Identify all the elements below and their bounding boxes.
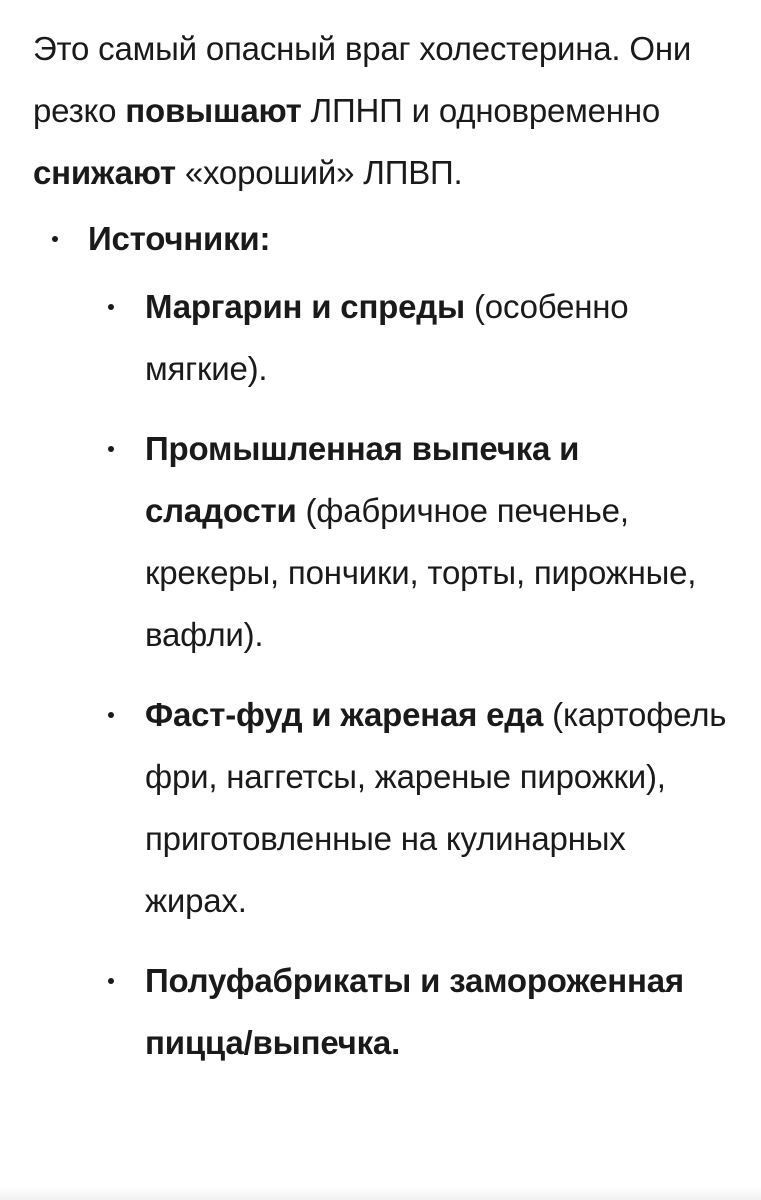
- item-text: (картофель фри, наггетсы, жареные пирожки), приготовленные на кулинарных жирах.: [145, 696, 727, 919]
- item-text: (фабричное печенье, крекеры, пончики, торты, пирожные, вафли).: [145, 492, 697, 653]
- item-bold: Промышленная выпечка и сладости: [145, 430, 580, 529]
- list-item: [88, 684, 733, 932]
- article-content: [33, 18, 733, 1074]
- intro-bold-lower: снижают: [33, 154, 176, 191]
- bottom-fade: [0, 1186, 761, 1200]
- sources-sublist: [88, 276, 733, 1074]
- intro-text-1: Это самый опасный враг холестерина. Они резко: [33, 30, 692, 129]
- sources-list-item: [33, 208, 733, 1074]
- intro-text-3: «хороший» ЛПВП.: [175, 154, 463, 191]
- list-item: [88, 276, 733, 400]
- intro-paragraph: [33, 18, 733, 204]
- intro-bold-raise: повышают: [125, 92, 302, 129]
- sources-list: [33, 208, 733, 1074]
- item-bold: Полуфабрикаты и замороженная пицца/выпечка.: [145, 962, 684, 1061]
- item-bold: Фаст-фуд и жареная еда: [145, 696, 544, 733]
- item-text: (особенно мягкие).: [145, 288, 629, 387]
- list-item: [88, 950, 733, 1074]
- intro-text-2: ЛПНП и одновременно: [301, 92, 660, 129]
- list-item: [88, 418, 733, 666]
- sources-label: Источники:: [88, 220, 271, 257]
- item-bold: Маргарин и спреды: [145, 288, 466, 325]
